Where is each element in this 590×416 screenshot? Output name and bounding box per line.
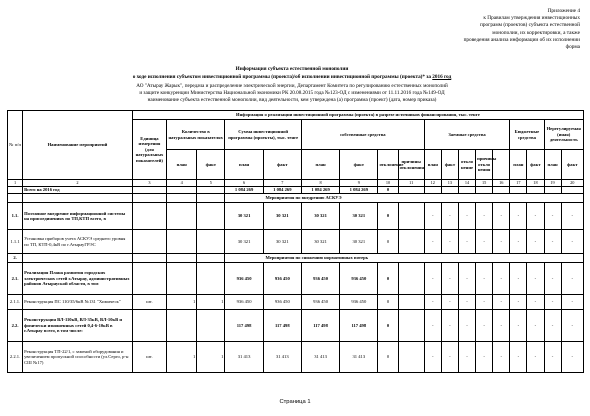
row-num: 2.2.1. [8,342,23,373]
row-own-plan: 30 321 [301,203,339,230]
col-number: 15 [476,180,493,187]
cell-dash: - [561,310,583,342]
cell-dash: - [476,295,493,310]
cell [132,310,166,342]
col-number: 8 [301,180,339,187]
row-name: Поэтапное внедрение информационной системы на присоединениях по ТП,КТП всего, в [23,203,133,230]
sum-fact: факт [263,150,301,180]
row-num: 2.1. [8,263,23,295]
cell-dash: - [510,230,527,254]
qty-fact: факт [197,150,225,180]
cell-dash: - [424,310,441,342]
cell-dash: - [441,342,458,373]
row-num: 1.1.1 [8,230,23,254]
row-sum-fact: 30 321 [263,230,301,254]
appendix-note [360,8,580,51]
cell-dash: - [544,310,561,342]
row-dev: 0 [378,263,398,295]
sum-plan: план [225,150,263,180]
cell-dash: - [510,295,527,310]
cell-dash: - [561,203,583,230]
cell-dash: - [527,310,544,342]
cell [398,203,424,230]
col-number: 4 [167,180,197,187]
cell-dash: - [527,342,544,373]
cell-dash: - [458,342,475,373]
appendix-line: Приложение 4 [547,8,580,14]
cell-dash: - [476,230,493,254]
loan-fact: факт [441,150,458,180]
cell-dash: - [510,203,527,230]
page-number: Страница 1 [279,399,311,405]
header-budget: Бюджетные средства [510,120,544,150]
header-loan: Заемные средства [424,120,510,150]
row-num: 2. [8,254,23,263]
cell-dash: - [527,263,544,295]
entity-line-2: и защите конкуренции Министерства Национальной экономики РК 20.08.2015 года №123-ОД с изменениями от 11.11.2016 года №149-ОД [139,90,445,96]
cell [197,254,225,263]
row-own-fact: 117 498 [340,310,378,342]
cell [424,187,441,194]
row-own-fact: 936 450 [340,263,378,295]
cell [132,230,166,254]
row-own-plan: 31 413 [301,342,339,373]
cell-dash: - [561,295,583,310]
row-name: Реконструкция ТП-22/1, с заменой оборудования и увеличением пропускной способности (ул.Серго, р-н СШ №17) [23,342,133,373]
row-own-plan: 936 450 [301,263,339,295]
unreg-plan: план [544,150,561,180]
cell-dash: - [458,295,475,310]
row-sum-fact: 30 321 [263,203,301,230]
cell [398,187,424,194]
row-qty-fact: 1 [197,342,225,373]
cell [132,187,166,194]
row-dev: 0 [378,203,398,230]
row-sum-plan: 30 321 [225,203,263,230]
cell [167,254,197,263]
cell-dash: - [476,342,493,373]
cell [167,263,197,295]
total-sum-fact: 1 084 269 [263,187,301,194]
header-info: Информация о реализации инвестиционной программы (проекта) в разрезе источников финансирования, тыс. тенге [132,111,583,120]
total-label: Всего на 2016 год [23,187,133,194]
row-own-fact: 31 413 [340,342,378,373]
cell-dash: - [527,203,544,230]
col-number: 3 [132,180,166,187]
cell-dash: - [561,263,583,295]
row-own-plan: 117 498 [301,310,339,342]
col-number: 2 [23,180,133,187]
row-own-plan: 936 450 [301,295,339,310]
own-deviation: отклонение [378,150,398,180]
col-number: 19 [544,180,561,187]
cell-dash: - [441,295,458,310]
cell-dash: - [424,203,441,230]
header-qty: Количество в натуральных показателях [167,120,225,150]
col-number: 16 [493,180,510,187]
cell-dash: - [476,310,493,342]
cell [167,187,197,194]
cell [167,310,197,342]
section-title: Мероприятия по снижению нормативных потерь [225,254,584,263]
row-own-fact: 30 321 [340,230,378,254]
total-dev: 0 [378,187,398,194]
cell-dash: - [544,263,561,295]
cell [398,342,424,373]
cell-dash: - [458,310,475,342]
cell [132,203,166,230]
cell-dash: - [458,263,475,295]
table-row [8,342,584,373]
row-sum-fact: 31 413 [263,342,301,373]
col-number: 13 [441,180,458,187]
cell [398,295,424,310]
cell-dash: - [493,230,510,254]
appendix-line: форма [565,44,580,51]
row-sum-plan: 936 450 [225,263,263,295]
own-fact: факт [340,150,378,180]
cell-dash: - [493,310,510,342]
cell-dash: - [561,230,583,254]
cell-dash: - [424,230,441,254]
cell [197,230,225,254]
loan-deviation: откло нение [458,150,475,180]
col-number: 20 [561,180,583,187]
cell-dash: - [441,203,458,230]
cell [132,194,166,203]
row-sum-fact: 117 498 [263,310,301,342]
loan-plan: план [424,150,441,180]
row-num: 1.1. [8,203,23,230]
row-name: Установка приборов учета АСКУЭ среднего уровня по ТП, КТП-0,4кВ по г.АтырауГРЭС [23,230,133,254]
col-number: 10 [378,180,398,187]
cell-dash: - [441,230,458,254]
cell [458,187,475,194]
cell [441,187,458,194]
cell-dash: - [476,263,493,295]
table-row [8,230,584,254]
subtitle-text: о ходе исполнения субъектом инвестиционной программы (проекта)/об исполнении инвестиционной программы (проекта)* за [132,74,433,80]
cell [544,187,561,194]
subtitle-year: 2016 год [432,74,452,80]
appendix-line: монополии, их корректировки, а также [492,29,580,36]
header-num: № п/п [8,111,23,180]
cell [197,194,225,203]
cell-dash: - [527,295,544,310]
section-title: Мероприятия по внедрению АСКУЭ [225,194,584,203]
header-unreg: Нерегулируемая (иная) деятельность [544,120,584,150]
cell [398,263,424,295]
row-dev: 0 [378,342,398,373]
cell-dash: - [458,230,475,254]
entity-line-1: АО "Атырау Жарык", передача и распределение электрической энергии, Департамент Комитета по регулированию естественных монополий [136,83,448,89]
cell [510,187,527,194]
table-row [8,254,584,263]
cell-dash: - [544,295,561,310]
cell [8,187,23,194]
cell-dash: - [441,310,458,342]
cell-dash: - [424,295,441,310]
cell-dash: - [510,263,527,295]
col-number: 1 [8,180,23,187]
cell-dash: - [441,263,458,295]
col-number: 7 [263,180,301,187]
row-dev: 0 [378,295,398,310]
row-sum-plan: 117 498 [225,310,263,342]
row-num: 2.2. [8,310,23,342]
cell-dash: - [510,342,527,373]
cell-dash: - [544,230,561,254]
col-number: 11 [398,180,424,187]
document-subtitle [12,74,572,81]
cell-dash: - [424,263,441,295]
row-qty-fact: 1 [197,295,225,310]
row-name: Реализация Плана развития городских электрических сетей г.Атырау, административных районов Атырауской области, в том [23,263,133,295]
row-sum-fact: 936 450 [263,295,301,310]
row-unit: шт. [132,295,166,310]
cell-dash: - [458,203,475,230]
col-number: 18 [527,180,544,187]
cell-dash: - [493,295,510,310]
budget-fact: факт [527,150,544,180]
qty-plan: план [167,150,197,180]
total-sum-plan: 1 084 269 [225,187,263,194]
table-row [8,203,584,230]
header-unit: Единица измерения (для натуральных показателей) [132,120,166,180]
cell [493,187,510,194]
loan-reasons: причины откло нения [476,150,493,180]
appendix-line: к Правилам утверждения инвестиционных [483,15,580,22]
row-own-plan: 30 321 [301,230,339,254]
cell-dash: - [493,342,510,373]
cell-dash: - [544,203,561,230]
entity-caption: наименование субъекта естественной монополии, вид деятельности, кем утверждена (а) программа (проект) (дата, номер приказа) [147,97,437,103]
appendix-line: программ (проектов) субъекта естественной [480,22,580,29]
col-number: 9 [340,180,378,187]
cell-dash: - [527,230,544,254]
cell [23,254,133,263]
col-number: 17 [510,180,527,187]
col-number: 6 [225,180,263,187]
budget-plan: план [510,150,527,180]
cell [197,263,225,295]
cell-dash: - [493,263,510,295]
row-num: 2.1.1. [8,295,23,310]
appendix-line: проведения анализа информации об их исполнении [463,36,580,43]
table-row [8,310,584,342]
cell [197,310,225,342]
cell [132,263,166,295]
table-row [8,295,584,310]
cell [23,194,133,203]
cell [197,203,225,230]
cell-dash: - [424,342,441,373]
total-own-fact: 1 084 269 [340,187,378,194]
cell [476,187,493,194]
row-name: Реконструкция ВЛ-110кВ, ВЛ-35кВ, ВЛ-10кВ и физически изношенных сетей 0,4-6-10кВ в г.Атырау всего, в том числе: [23,310,133,342]
cell [197,187,225,194]
row-dev: 0 [378,230,398,254]
row-qty-plan: 1 [167,342,197,373]
cell [561,187,583,194]
total-own-plan: 1 084 269 [301,187,339,194]
cell [167,230,197,254]
header-own: собственные средства [301,120,424,150]
cell-dash: - [510,310,527,342]
row-unit: шт. [132,342,166,373]
table-row [8,194,584,203]
row-sum-plan: 936 450 [225,295,263,310]
cell [132,254,166,263]
table-row [8,187,584,194]
cell-dash: - [493,203,510,230]
own-reasons: причины отклонения [398,150,424,180]
col-number: 5 [197,180,225,187]
cell-dash: - [544,342,561,373]
row-own-fact: 30 321 [340,203,378,230]
cell [527,187,544,194]
row-sum-plan: 31 413 [225,342,263,373]
loan-extra [493,150,510,180]
header-name: Наименование мероприятий [23,111,133,180]
cell [398,230,424,254]
document-title: Информация субъекта естественной монополии [235,66,349,72]
row-qty-plan: 1 [167,295,197,310]
row-sum-plan: 30 321 [225,230,263,254]
cell-dash: - [561,342,583,373]
col-number: 14 [458,180,475,187]
cell [398,310,424,342]
cell-dash: - [476,203,493,230]
own-plan: план [301,150,339,180]
row-own-fact: 936 450 [340,295,378,310]
row-name: Реконструкция ПС 110/35/6кВ №131 "Химическ" [23,295,133,310]
unreg-fact: факт [561,150,583,180]
investment-table [7,110,584,373]
col-number: 12 [424,180,441,187]
cell [167,203,197,230]
header-sum: Сумма инвестиционной программы (проекты), тыс. тенге [225,120,302,150]
row-sum-fact: 936 450 [263,263,301,295]
cell [167,194,197,203]
row-dev: 0 [378,310,398,342]
table-row [8,263,584,295]
